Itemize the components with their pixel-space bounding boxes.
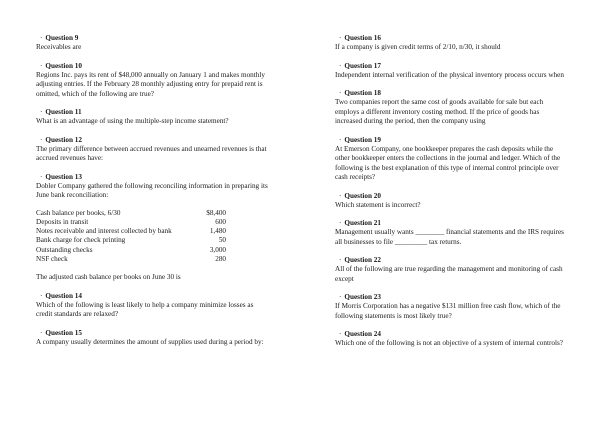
- bullet-icon: ·: [339, 219, 342, 227]
- reconciliation-label: Notes receivable and interest collected by bank: [36, 227, 172, 236]
- reconciliation-amount: 3,000: [209, 245, 226, 254]
- bullet-icon: ·: [40, 172, 43, 181]
- reconciliation-row: [36, 218, 226, 227]
- reconciliation-row: [36, 227, 226, 236]
- question-text: Independent internal verification of the physical inventory process occurs when: [335, 70, 564, 79]
- question-text: At Emerson Company, one bookkeeper prepares the cash deposits while the other bookkeeper enters the collections in the journal and ledger. Which of the following is the best explanation of this type of internal control principle over cash receipts?: [335, 144, 561, 181]
- question-heading: · Question 17: [339, 61, 381, 70]
- question-heading: · Question 10: [40, 61, 82, 70]
- question-heading: · Question 16: [339, 34, 381, 42]
- reconciliation-label: Cash balance per books, 6/30: [36, 208, 121, 217]
- right-column: [335, 34, 567, 358]
- question-text: A company usually determines the amount of supplies used during a period by:: [36, 337, 264, 346]
- question-heading: · Question 14: [40, 291, 82, 300]
- question-heading: · Question 22: [339, 256, 381, 264]
- question-heading: · Question 23: [339, 293, 381, 301]
- question-14: [36, 292, 268, 320]
- reconciliation-amount: 50: [218, 236, 226, 245]
- reconciliation-label: Bank charge for check printing: [36, 236, 126, 245]
- bullet-icon: ·: [40, 61, 43, 70]
- question-text: Receivables are: [36, 43, 82, 51]
- bullet-icon: ·: [339, 61, 342, 70]
- bullet-icon: ·: [339, 34, 342, 42]
- question-text: Which of the following is least likely to help a company minimize losses as credit standards are relaxed?: [36, 300, 254, 319]
- question-20: [335, 192, 567, 211]
- bullet-icon: ·: [40, 108, 43, 116]
- reconciliation-amount: 280: [215, 254, 226, 263]
- reconciliation-label: Deposits in transit: [36, 217, 89, 226]
- question-text: Two companies report the same cost of goods available for sale but each employs a different inventory costing method. If the price of goods has increased during the period, then the company using: [335, 98, 544, 125]
- reconciliation-label: NSF check: [36, 254, 68, 263]
- question-text: Dobler Company gathered the following reconciling information in preparing its June bank reconciliation:: [36, 181, 268, 199]
- question-text: If Morris Corporation has a negative $131 million free cash flow, which of the following statements is most likely true?: [335, 302, 561, 320]
- question-11: [36, 108, 268, 127]
- bullet-icon: ·: [339, 256, 342, 264]
- question-text: Management usually wants ________ financial statements and the IRS requires all businesses to file _________ tax returns.: [335, 228, 564, 246]
- question-text: What is an advantage of using the multiple-step income statement?: [36, 117, 229, 125]
- left-column: [36, 34, 268, 356]
- question-heading: · Question 9: [40, 34, 79, 42]
- bullet-icon: ·: [40, 135, 43, 144]
- bullet-icon: ·: [40, 291, 43, 300]
- question-text: If a company is given credit terms of 2/10, n/30, it should: [335, 43, 501, 51]
- question-16: [335, 34, 567, 53]
- question-text: Which statement is incorrect?: [335, 200, 421, 209]
- reconciliation-label: Outstanding checks: [36, 245, 93, 254]
- question-followup: The adjusted cash balance per books on June 30 is: [36, 273, 181, 282]
- question-heading: · Question 19: [339, 135, 381, 144]
- question-heading: · Question 12: [40, 135, 82, 144]
- reconciliation-amount: 600: [215, 217, 226, 226]
- question-text: All of the following are true regarding the management and monitoring of cash except: [335, 265, 563, 283]
- reconciliation-row: [36, 209, 226, 218]
- reconciliation-amount: 1,480: [209, 227, 226, 236]
- bullet-icon: ·: [339, 191, 342, 200]
- reconciliation-table: [36, 209, 226, 265]
- reconciliation-row: [36, 255, 226, 264]
- question-text: Which one of the following is not an objective of a system of internal controls?: [335, 339, 563, 347]
- reconciliation-row: [36, 246, 226, 255]
- bullet-icon: ·: [339, 89, 342, 97]
- question-13: [36, 173, 268, 283]
- question-10: [36, 62, 268, 100]
- question-19: [335, 136, 567, 183]
- question-23: [335, 293, 567, 321]
- question-12: [36, 136, 268, 164]
- reconciliation-row: [36, 236, 226, 245]
- reconciliation-amount: $8,400: [206, 208, 226, 217]
- question-heading: · Question 11: [40, 108, 82, 116]
- question-24: [335, 330, 567, 349]
- bullet-icon: ·: [40, 34, 43, 42]
- question-21: [335, 219, 567, 247]
- question-heading: · Question 13: [40, 172, 82, 181]
- bullet-icon: ·: [40, 328, 43, 337]
- bullet-icon: ·: [339, 135, 342, 144]
- question-text: Regions Inc. pays its rent of $48,000 annually on January 1 and makes monthly adjusting entries. If the February 28 monthly adjusting entry for prepaid rent is omitted, which of the following are true?: [36, 70, 265, 98]
- question-text: The primary difference between accrued revenues and unearned revenues is that accrued revenues have:: [36, 144, 267, 162]
- question-17: [335, 62, 567, 81]
- bullet-icon: ·: [339, 330, 342, 338]
- question-18: [335, 89, 567, 127]
- question-22: [335, 256, 567, 284]
- question-heading: · Question 24: [339, 330, 381, 338]
- question-heading: · Question 18: [339, 89, 381, 97]
- question-9: [36, 34, 268, 53]
- bullet-icon: ·: [339, 293, 342, 301]
- question-heading: · Question 20: [339, 191, 381, 200]
- question-heading: · Question 21: [339, 219, 381, 227]
- question-15: [36, 329, 268, 348]
- question-heading: · Question 15: [40, 328, 82, 337]
